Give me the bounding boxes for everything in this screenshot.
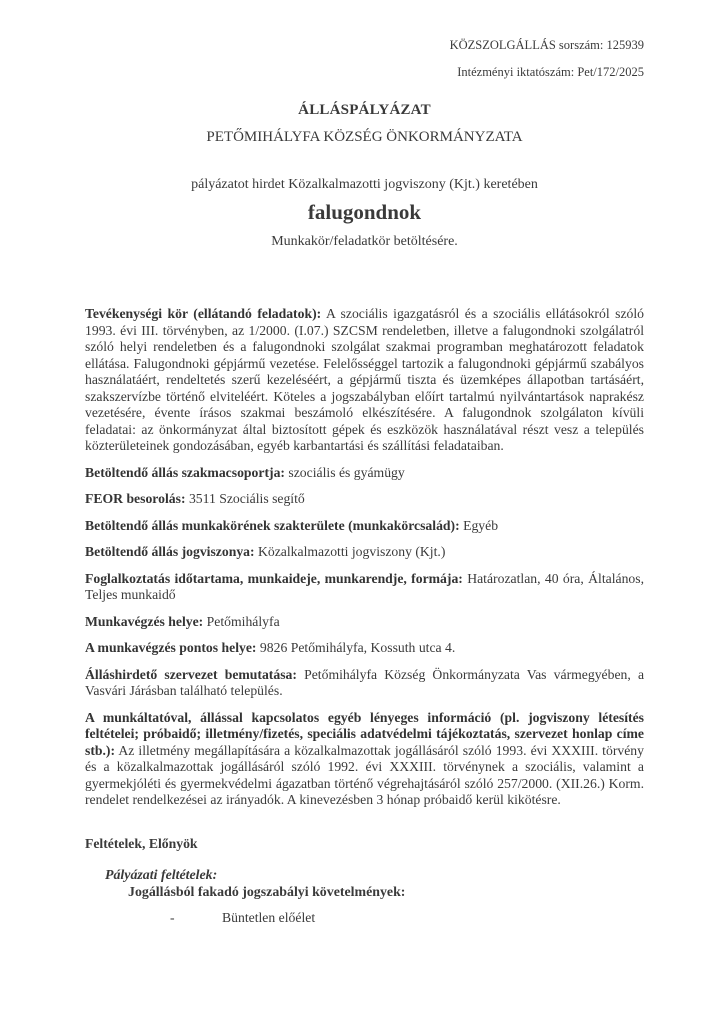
field-label: Betöltendő állás szakmacsoportja: [85,464,285,480]
serial-number-line: KÖZSZOLGÁLLÁS sorszám: 125939 [449,38,644,52]
field-organization-intro [85,667,644,700]
field-label: Tevékenységi kör (ellátandó feladatok): [85,306,322,321]
field-work-location [85,614,644,631]
field-label: Betöltendő állás jogviszonya: [85,544,255,559]
document-header [85,38,644,80]
field-value: Az illetmény megállapítására a közalkalmazottak jogállásáról szóló 1993. évi XXXIII. törvény és a közalkalmazottak jogállásáról szóló 1992. évi XXXIII. törvénynek a szociális, valamint a gyermekjóléti és gyermekvédelmi ágazatban történő végrehajtásáról szóló 257/2000. (XII.26.) Korm. rendelet rendelkezései az irányadók. A kinevezésben 3 hónap próbaidő kerül kikötésre. [85,742,644,807]
title-block [85,102,644,250]
field-value: Egyéb [463,517,499,533]
field-value: Közalkalmazotti jogviszony (Kjt.) [258,544,446,559]
bullet-dash: - [170,910,175,925]
field-value: 3511 Szociális segítő [188,491,305,506]
field-feor-code [85,491,644,508]
field-duties [85,306,644,455]
position-title: falugondnok [307,200,422,224]
field-label: A munkáltatóval, állással kapcsolatos egyéb lényeges információ (pl. jogviszony létesítés feltételei; próbaidő; illetmény/fizetés, speciális adatvédelmi tájékoztatás, szervezet honlap címe stb.): [85,709,644,758]
requirement-text: Büntetlen előélet [222,910,316,925]
registry-number-line: Intézményi iktatószám: Pet/172/2025 [457,65,644,79]
document-body [85,306,644,927]
field-value: 9826 Petőmihályfa, Kossuth utca 4. [259,640,456,655]
field-value: Petőmihályfa Község Önkormányzata Vas vármegyében, a Vasvári Járásban található település. [85,666,645,698]
application-conditions-subheading: Pályázati feltételek: [105,868,218,883]
field-label: Munkavégzés helye: [85,613,204,629]
field-profession-group [85,465,644,482]
organization-name: PETŐMIHÁLYFA KÖZSÉG ÖNKORMÁNYZATA [206,129,523,145]
field-label: A munkavégzés pontos helye: [85,640,257,655]
field-label: FEOR besorolás: [85,491,186,506]
field-legal-relation [85,544,644,561]
field-value: Petőmihályfa [206,613,280,629]
announcement-line: pályázatot hirdet Közalkalmazotti jogviszony (Kjt.) keretében [191,177,538,192]
field-label: Álláshirdető szervezet bemutatása: [85,666,297,682]
requirement-list-item [170,910,644,927]
field-job-family [85,518,644,535]
field-value: szociális és gyámügy [288,464,405,480]
conditions-heading: Feltételek, Előnyök [85,835,198,851]
field-label: Foglalkoztatás időtartama, munkaideje, munkarendje, formája: [85,570,463,586]
field-label: Betöltendő állás munkakörének szakterülete (munkakörcsalád): [85,517,460,533]
field-exact-address [85,640,644,657]
field-value: A szociális igazgatásról és a szociális ellátásokról szóló 1993. évi III. törvényben, az 1/2000. (I.07.) SZCSM rendeletben, illetve a falugondnoki szolgálatról szóló helyi rendeletben és a falugondnoki szolgálat szakmai programban meghatározott feladatok ellátása. Falugondnoki gépjármű vezetése. Felelősséggel tartozik a falugondnoki gépjármű szabályos használatáért, rendeltetés szerű kezeléséért, a gépjármű tiszta és üzemképes állapotban tartásáért, szakszervízbe történő elviteléért. Köteles a jogszabályban előírt tartalmú nyilvántartások naprakész vezetésére, évente írásos szakmai beszámoló elkészítésére. A falugondnok szolgálaton kívüli feladatai: az önkormányzat által biztosított gépek és eszközök használatával részt vesz a település közterületeinek gondozásában, egyéb karbantartási és szállítási feladataiban. [85,306,645,453]
field-employment-terms [85,571,644,604]
field-value: Határozatlan, 40 óra, Általános, Teljes munkaidő [85,570,645,602]
document-title: ÁLLÁSPÁLYÁZAT [298,102,431,118]
field-other-info [85,710,644,809]
legal-requirements-subheading: Jogállásból fakadó jogszabályi követelmények: [128,884,406,900]
purpose-line: Munkakör/feladatkör betöltésére. [271,234,458,249]
conditions-section [85,836,644,927]
